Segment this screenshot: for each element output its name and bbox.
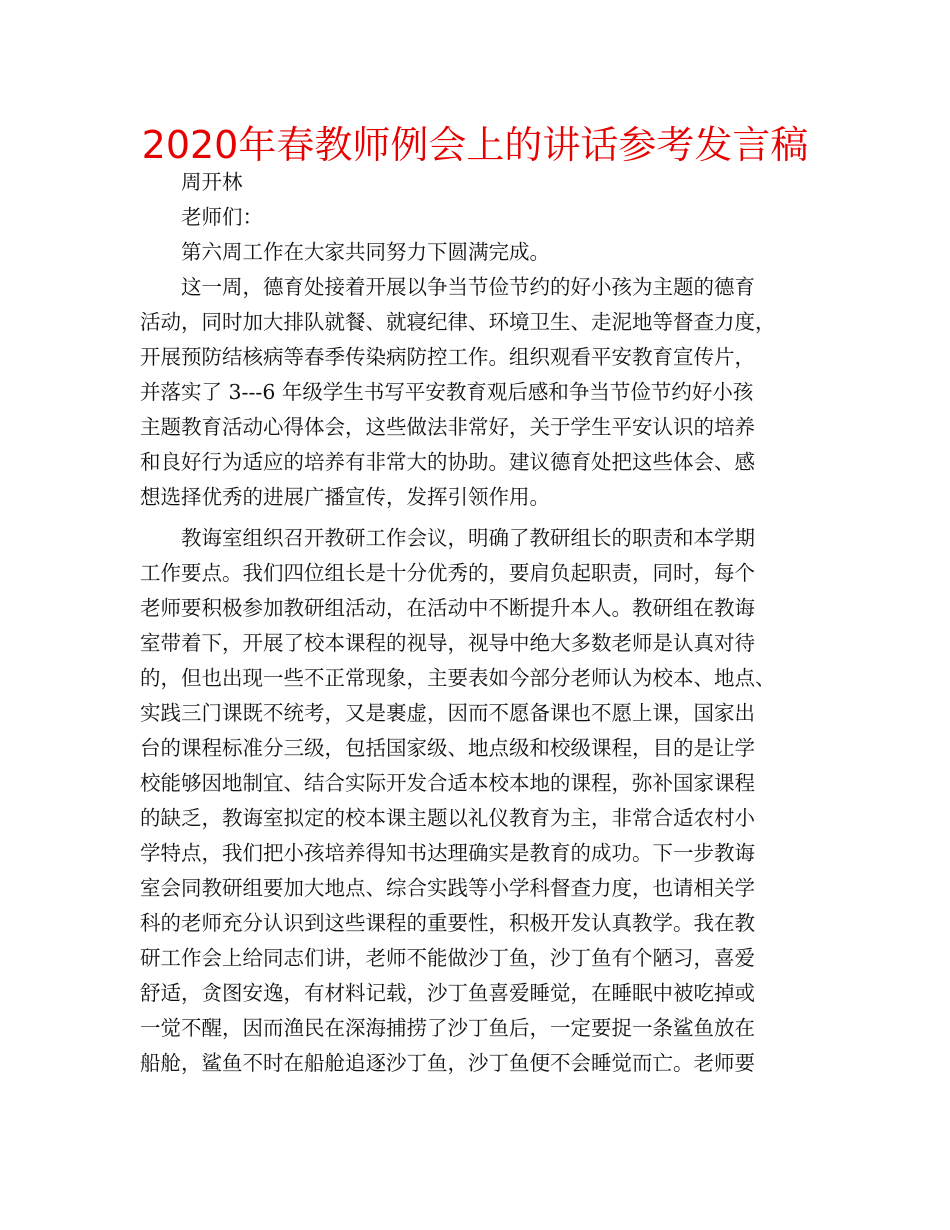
paragraph-line: 研工作会上给同志们讲，老师不能做沙丁鱼，沙丁鱼有个陋习，喜爱: [140, 946, 755, 970]
paragraph-line: 第六周工作在大家共同努力下圆满完成。: [181, 240, 550, 264]
paragraph-line: 舒适，贪图安逸，有材料记载，沙丁鱼喜爱睡觉，在睡眠中被吃掉或: [140, 981, 755, 1005]
paragraph-line: 想选择优秀的进展广播宣传，发挥引领作用。: [140, 485, 550, 509]
paragraph-line: 学特点，我们把小孩培养得知书达理确实是教育的成功。下一步教诲: [140, 841, 755, 865]
paragraph-2: [140, 270, 820, 515]
paragraph-1: [140, 235, 820, 270]
paragraph-line: 科的老师充分认识到这些课程的重要性，积极开发认真教学。我在教: [140, 911, 755, 935]
paragraph-line: 老师要积极参加教研组活动，在活动中不断提升本人。教研组在教诲: [140, 596, 755, 620]
document-body: [140, 165, 820, 1081]
paragraph-line: 一觉不醒，因而渔民在深海捕捞了沙丁鱼后，一定要捉一条鲨鱼放在: [140, 1016, 755, 1040]
paragraph-line: 室带着下，开展了校本课程的视导，视导中绝大多数老师是认真对待: [140, 631, 755, 655]
salutation-line: 老师们：: [181, 205, 263, 229]
document-title: 2020年春教师例会上的讲话参考发言稿: [141, 123, 809, 167]
paragraph-line: 这一周，德育处接着开展以争当节俭节约的好小孩为主题的德育: [181, 275, 755, 299]
paragraph-line: 室会同教研组要加大地点、综合实践等小学科督查力度，也请相关学: [140, 876, 755, 900]
paragraph-line: 实践三门课既不统考，又是裹虚，因而不愿备课也不愿上课，国家出: [140, 701, 755, 725]
paragraph-line: 校能够因地制宜、结合实际开发合适本校本地的课程，弥补国家课程: [140, 771, 755, 795]
paragraph-line: 的，但也出现一些不正常现象，主要表如今部分老师认为校本、地点、: [140, 666, 776, 690]
author-line: 周开林: [181, 170, 243, 194]
paragraph-line: 工作要点。我们四位组长是十分优秀的，要肩负起职责，同时，每个: [140, 561, 755, 585]
paragraph-line: 和良好行为适应的培养有非常大的协助。建议德育处把这些体会、感: [140, 450, 755, 474]
paragraph-line: 教诲室组织召开教研工作会议，明确了教研组长的职责和本学期: [181, 526, 755, 550]
paragraph-line: 主题教育活动心得体会，这些做法非常好，关于学生平安认识的培养: [140, 415, 755, 439]
paragraph-line: 活动，同时加大排队就餐、就寝纪律、环境卫生、走泥地等督查力度，: [140, 310, 776, 334]
paragraph-line: 并落实了 3---6 年级学生书写平安教育观后感和争当节俭节约好小孩: [140, 380, 754, 404]
paragraph-3: [140, 521, 820, 1081]
paragraph-line: 船舱，鲨鱼不时在船舱追逐沙丁鱼，沙丁鱼便不会睡觉而亡。老师要: [140, 1051, 755, 1075]
paragraph-line: 的缺乏，教诲室拟定的校本课主题以礼仪教育为主，非常合适农村小: [140, 806, 755, 830]
paragraph-line: 台的课程标准分三级，包括国家级、地点级和校级课程，目的是让学: [140, 736, 755, 760]
paragraph-line: 开展预防结核病等春季传染病防控工作。组织观看平安教育宣传片，: [140, 345, 755, 369]
